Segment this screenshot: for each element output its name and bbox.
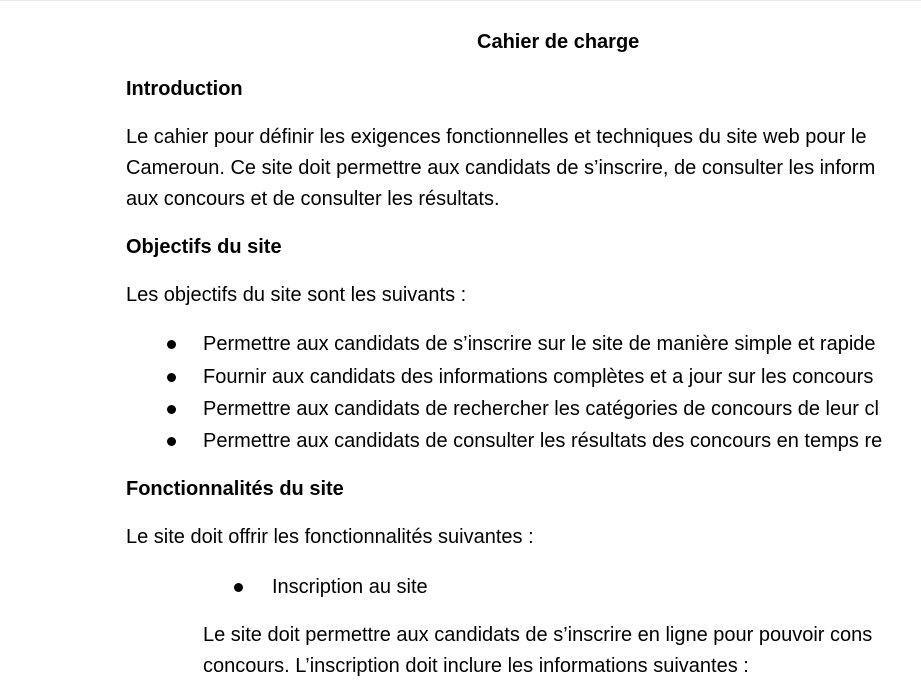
introduction-line-3: aux concours et de consulter les résultats. bbox=[126, 188, 500, 210]
objectif-item-4: Permettre aux candidats de consulter les résultats des concours en temps re bbox=[203, 430, 883, 452]
document-title: Cahier de charge bbox=[477, 31, 640, 53]
objectif-item-2: Fournir aux candidats des informations complètes et a jour sur les concours bbox=[203, 366, 874, 388]
introduction-line-2: Cameroun. Ce site doit permettre aux candidats de s’inscrire, de consulter les inform bbox=[126, 157, 876, 179]
fonctionnalites-heading: Fonctionnalités du site bbox=[126, 478, 344, 500]
objectifs-intro: Les objectifs du site sont les suivants : bbox=[126, 284, 467, 306]
bullet-icon bbox=[167, 405, 176, 414]
fonctionnalite-item-inscription: Inscription au site bbox=[272, 576, 428, 598]
objectif-item-1: Permettre aux candidats de s’inscrire sur le site de manière simple et rapide bbox=[203, 333, 876, 355]
fonctionnalites-intro: Le site doit offrir les fonctionnalités suivantes : bbox=[126, 526, 534, 548]
objectif-item-3: Permettre aux candidats de rechercher les catégories de concours de leur cl bbox=[203, 398, 879, 420]
bullet-icon bbox=[167, 437, 176, 446]
introduction-heading: Introduction bbox=[126, 78, 243, 100]
bullet-icon bbox=[234, 583, 243, 592]
bullet-icon bbox=[167, 340, 176, 349]
objectifs-heading: Objectifs du site bbox=[126, 236, 282, 258]
introduction-line-1: Le cahier pour définir les exigences fonctionnelles et techniques du site web pour le bbox=[126, 126, 867, 148]
inscription-line-1: Le site doit permettre aux candidats de s’inscrire en ligne pour pouvoir cons bbox=[203, 624, 873, 646]
bullet-icon bbox=[167, 373, 176, 382]
inscription-line-2: concours. L’inscription doit inclure les informations suivantes : bbox=[203, 655, 749, 677]
